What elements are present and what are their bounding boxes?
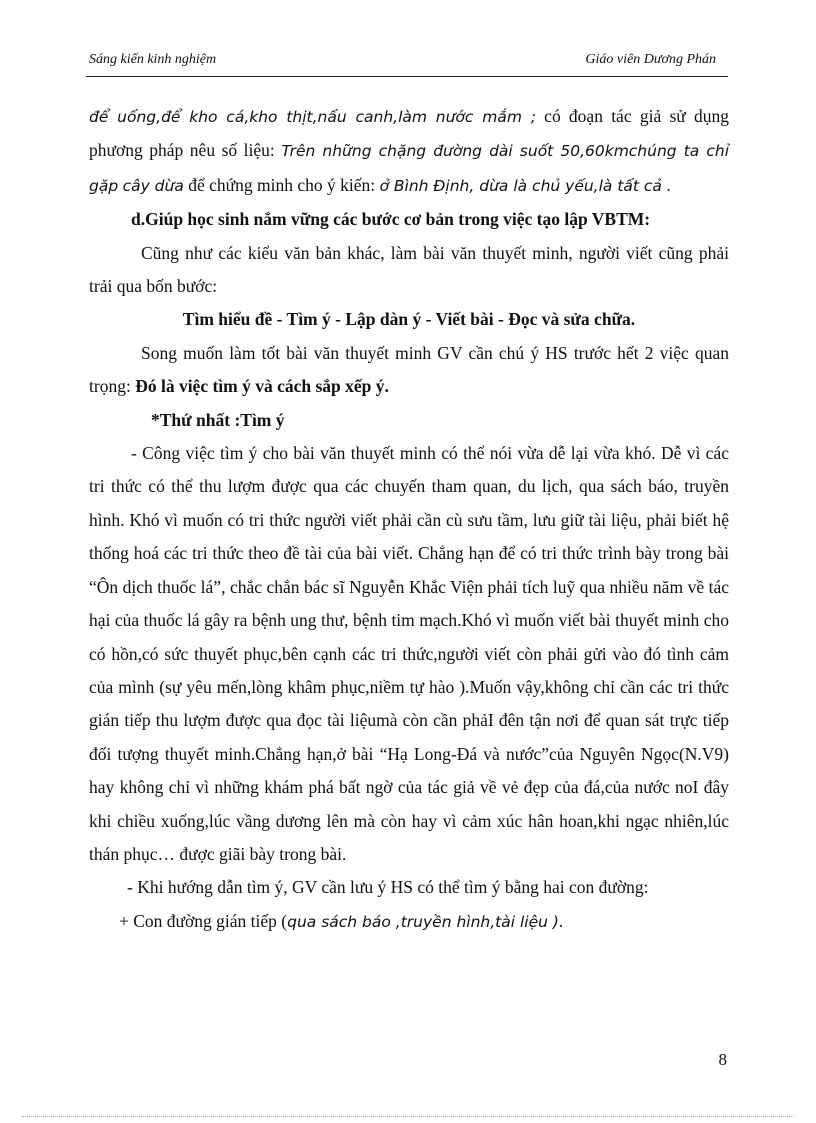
paragraph-steps-intro: Cũng như các kiểu văn bản khác, làm bài văn thuyết minh, người viết cũng phải trải qua bốn bước: [89, 242, 729, 297]
paragraph-intro [89, 100, 729, 203]
page-number: 8 [718, 1050, 727, 1069]
heading-d: d.Giúp học sinh nắm vững các bước cơ bản trong việc tạo lập VBTM: [131, 209, 651, 230]
header-left: Sáng kiến kinh nghiệm [89, 52, 217, 67]
text: Song muốn làm tốt bài văn thuyết minh GV cần chú ý HS trước hết 2 việc quan trọng: [89, 342, 729, 397]
paragraph-important [89, 337, 729, 404]
italic-text: cây dừa [122, 176, 184, 195]
italic-quote: ở Bình Định, dừa là chủ yếu,là tất cả [379, 176, 662, 195]
page-bottom-divider [22, 1116, 794, 1117]
header-right: Giáo viên Dương Phán [585, 52, 716, 67]
header-divider [86, 76, 728, 77]
steps-line: Tìm hiểu đề - Tìm ý - Lập dàn ý - Viết bài - Đọc và sửa chữa. [182, 309, 636, 330]
text: + Con đường gián tiếp ( [119, 910, 288, 931]
text: có đoạn tác giả sử dụng [535, 106, 729, 126]
italic-text: qua sách báo ,truyền hình,tài liệu ) [287, 912, 559, 931]
text: . [661, 174, 671, 195]
italic-text: để uống,để kho cá,kho thịt,nấu canh,làm nước mắm ; [89, 108, 536, 126]
italic-quote: Trên những chặng đường dài suốt 50,60kmchúng ta chỉ gặp [89, 142, 730, 195]
paragraph-finding-ideas: - Công việc tìm ý cho bài văn thuyết minh có thể nói vừa dễ lại vừa khó. Dễ vì các tri thức có thể thu lượm được qua các chuyến tham quan, du lịch, qua sách báo, truyền hình. Khó vì muốn có tri thức người viết phải cần cù sưu tầm, lưu giữ tài liệu, phải biết hệ thống hoá các tri thức theo đề tài của bài viết. Chẳng hạn để có tri thức trình bày trong bài “Ôn dịch thuốc lá”, chắc chắn bác sĩ Nguyễn Khắc Viện phải tích luỹ qua nhiều năm về tác hại của thuốc lá gây ra bệnh ung thư, bệnh tim mạch.Khó vì muốn viết bài thuyết minh cho có hồn,có sức thuyết phục,bên cạnh các tri thức,người viết còn phải gửi vào đó tình cảm của mình (sự yêu mến,lòng khâm phục,niềm tự hào ).Muốn vậy,không chỉ cần các tri thức gián tiếp thu lượm được qua đọc tài liệumà còn cần phảI đên tận nơi để quan sát trực tiếp đối tượng thuyết minh.Chẳng hạn,ở bài “Hạ Long-Đá và nước”của Nguyên Ngọc(N.V9) hay không chỉ vì những khám phá bất ngờ của tác giả về vẻ đẹp của đá,của nước noI đây khi chiều xuống,lúc vầng dương lên mà còn hay vì cảm xúc hân hoan,khi ngạc nhiên,lúc thán phục… được giãi bày trong bài. [89, 443, 729, 864]
paragraph-indirect-path [89, 905, 729, 939]
subheading-first: *Thứ nhất :Tìm ý [151, 409, 285, 430]
text: phương pháp nêu số liệu: [89, 140, 282, 161]
document-body [89, 100, 729, 939]
text: để chứng minh cho ý kiến: [183, 174, 380, 195]
bold-text: Đó là việc tìm ý và cách sắp xếp ý. [135, 376, 389, 397]
text: . [558, 910, 564, 931]
paragraph-guidance: - Khi hướng dẫn tìm ý, GV cần lưu ý HS có thể tìm ý bằng hai con đường: [127, 877, 649, 898]
